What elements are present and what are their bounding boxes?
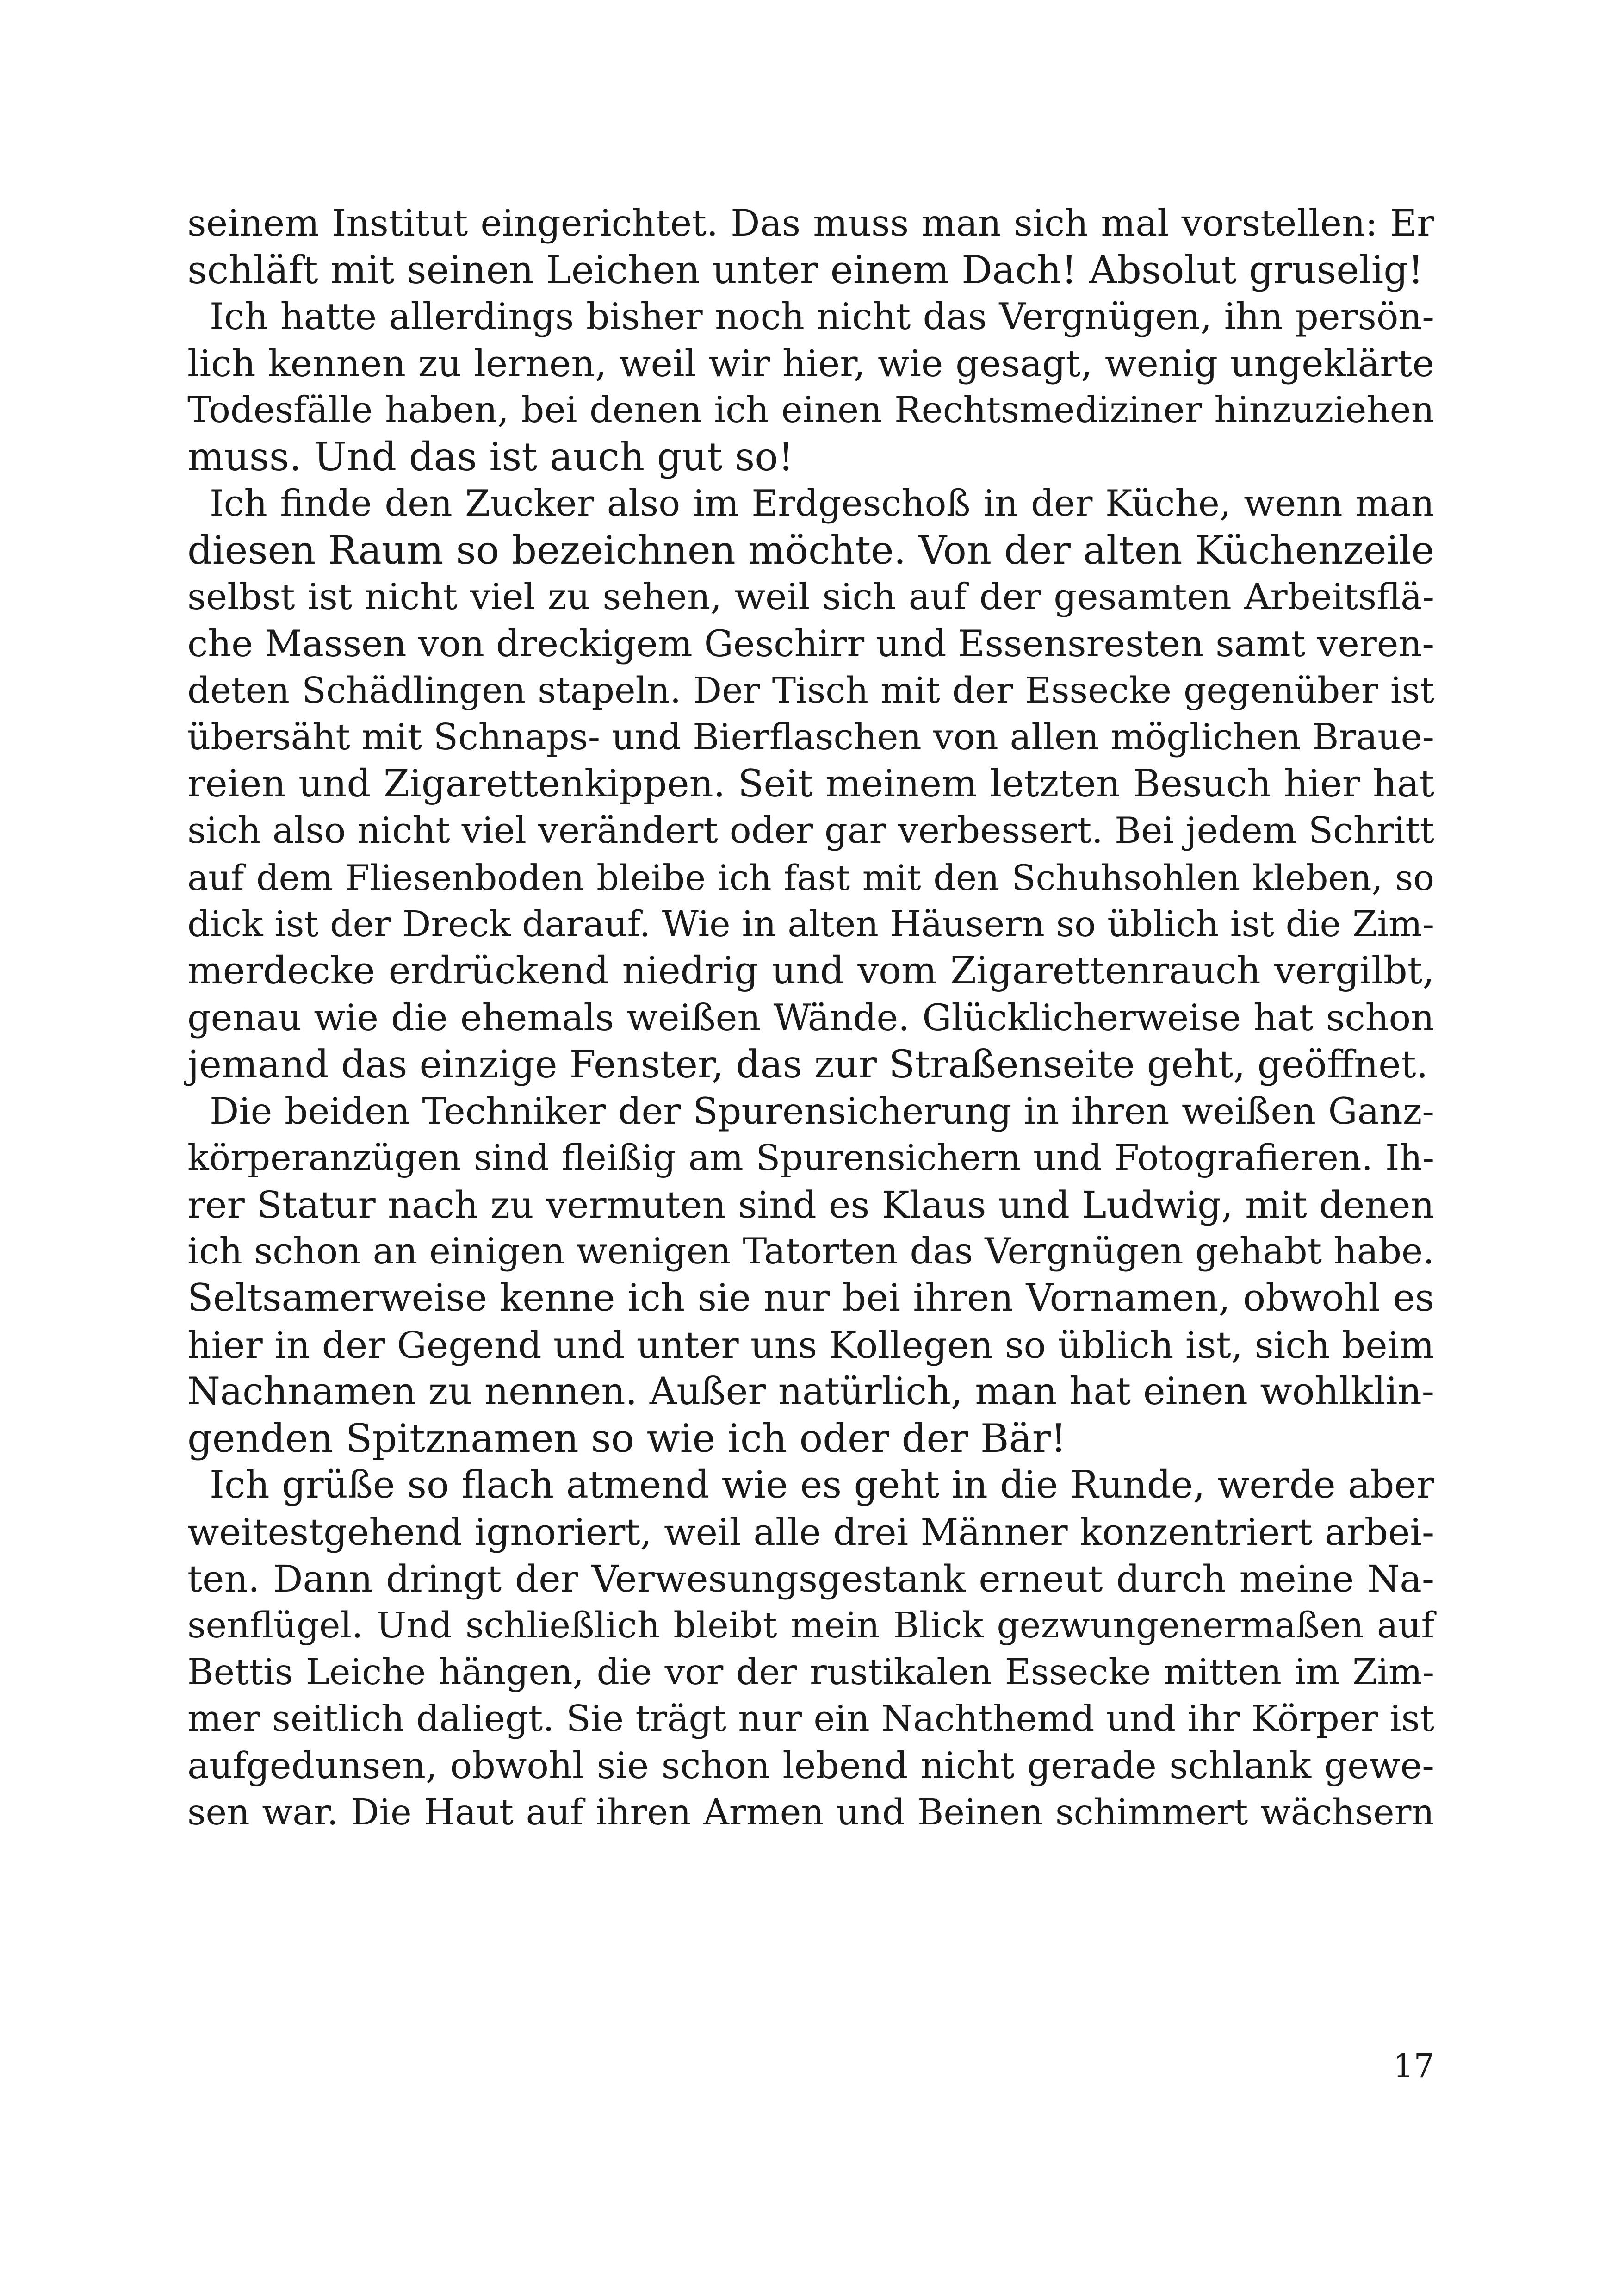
text-line: übersäht mit Schnaps- und Bierflaschen von allen möglichen Braue- <box>187 716 1434 758</box>
text-line: che Massen von dreckigem Geschirr und Essensresten samt veren- <box>187 622 1435 665</box>
text-line: auf dem Fliesenboden bleibe ich fast mit den Schuhsohlen kleben, so <box>187 857 1434 898</box>
text-line: mer seitlich daliegt. Sie trägt nur ein Nachthemd und ihr Körper ist <box>187 1698 1434 1740</box>
text-line: deten Schädlingen stapeln. Der Tisch mit der Essecke gegenüber ist <box>187 670 1434 711</box>
text-line: selbst ist nicht viel zu sehen, weil sich auf der gesamten Arbeitsflä- <box>187 576 1434 618</box>
text-line: Bettis Leiche hängen, die vor der rustikalen Essecke mitten im Zim- <box>187 1652 1434 1693</box>
text-line: jemand das einzige Fenster, das zur Straßenseite geht, geöffnet. <box>187 1043 1428 1087</box>
text-line: seinem Institut eingerichtet. Das muss man sich mal vorstellen: Er <box>187 202 1434 244</box>
body-text <box>187 200 1434 1836</box>
text-line: Ich grüße so flach atmend wie es geht in die Runde, werde aber <box>210 1463 1434 1507</box>
text-line: muss. Und das ist auch gut so! <box>187 434 794 479</box>
text-line: sen war. Die Haut auf ihren Armen und Beinen schimmert wächsern <box>187 1792 1434 1833</box>
text-line: diesen Raum so bezeichnen möchte. Von der alten Küchenzeile <box>187 528 1434 573</box>
text-line: genden Spitznamen so wie ich oder der Bär! <box>187 1416 1066 1461</box>
text-line: Todesfälle haben, bei denen ich einen Rechtsmediziner hinzuziehen <box>187 389 1434 431</box>
text-line: reien und Zigarettenkippen. Seit meinem letzten Besuch hier hat <box>187 762 1434 806</box>
page-number: 17 <box>1393 2047 1434 2085</box>
text-line: genau wie die ehemals weißen Wände. Glücklicherweise hat schon <box>187 996 1434 1039</box>
text-line: ich schon an einigen wenigen Tatorten das Vergnügen gehabt habe. <box>187 1231 1434 1272</box>
text-line: sich also nicht viel verändert oder gar verbessert. Bei jedem Schritt <box>187 810 1434 852</box>
text-line: Nachnamen zu nennen. Außer natürlich, man hat einen wohlklin- <box>187 1370 1434 1413</box>
text-line: rer Statur nach zu vermuten sind es Klaus und Ludwig, mit denen <box>187 1183 1434 1226</box>
text-line: dick ist der Dreck darauf. Wie in alten Häusern so üblich ist die Zim- <box>187 904 1434 945</box>
text-line: Seltsamerweise kenne ich sie nur bei ihren Vornamen, obwohl es <box>187 1276 1434 1320</box>
text-line: Die beiden Techniker der Spurensicherung in ihren weißen Ganz- <box>210 1090 1434 1132</box>
text-line: schläft mit seinen Leichen unter einem Dach! Absolut gruselig! <box>187 248 1424 292</box>
text-line: aufgedunsen, obwohl sie schon lebend nicht gerade schlank gewe- <box>187 1744 1434 1787</box>
text-line: weitestgehend ignoriert, weil alle drei Männer konzentriert arbei- <box>187 1511 1434 1554</box>
text-line: körperanzügen sind fleißig am Spurensichern und Fotografieren. Ih- <box>187 1138 1434 1179</box>
text-line: senflügel. Und schließlich bleibt mein Blick gezwungenermaßen auf <box>187 1605 1434 1646</box>
text-line: Ich hatte allerdings bisher noch nicht das Vergnügen, ihn persön- <box>210 295 1434 338</box>
text-line: merdecke erdrückend niedrig und vom Zigarettenrauch vergilbt, <box>187 949 1434 993</box>
text-line: Ich finde den Zucker also im Erdgeschoß in der Küche, wenn man <box>210 483 1434 524</box>
text-line: ten. Dann dringt der Verwesungsgestank erneut durch meine Na- <box>187 1557 1434 1600</box>
text-line: hier in der Gegend und unter uns Kollegen so üblich ist, sich beim <box>187 1324 1434 1367</box>
text-line: lich kennen zu lernen, weil wir hier, wie gesagt, wenig ungeklärte <box>187 342 1434 385</box>
